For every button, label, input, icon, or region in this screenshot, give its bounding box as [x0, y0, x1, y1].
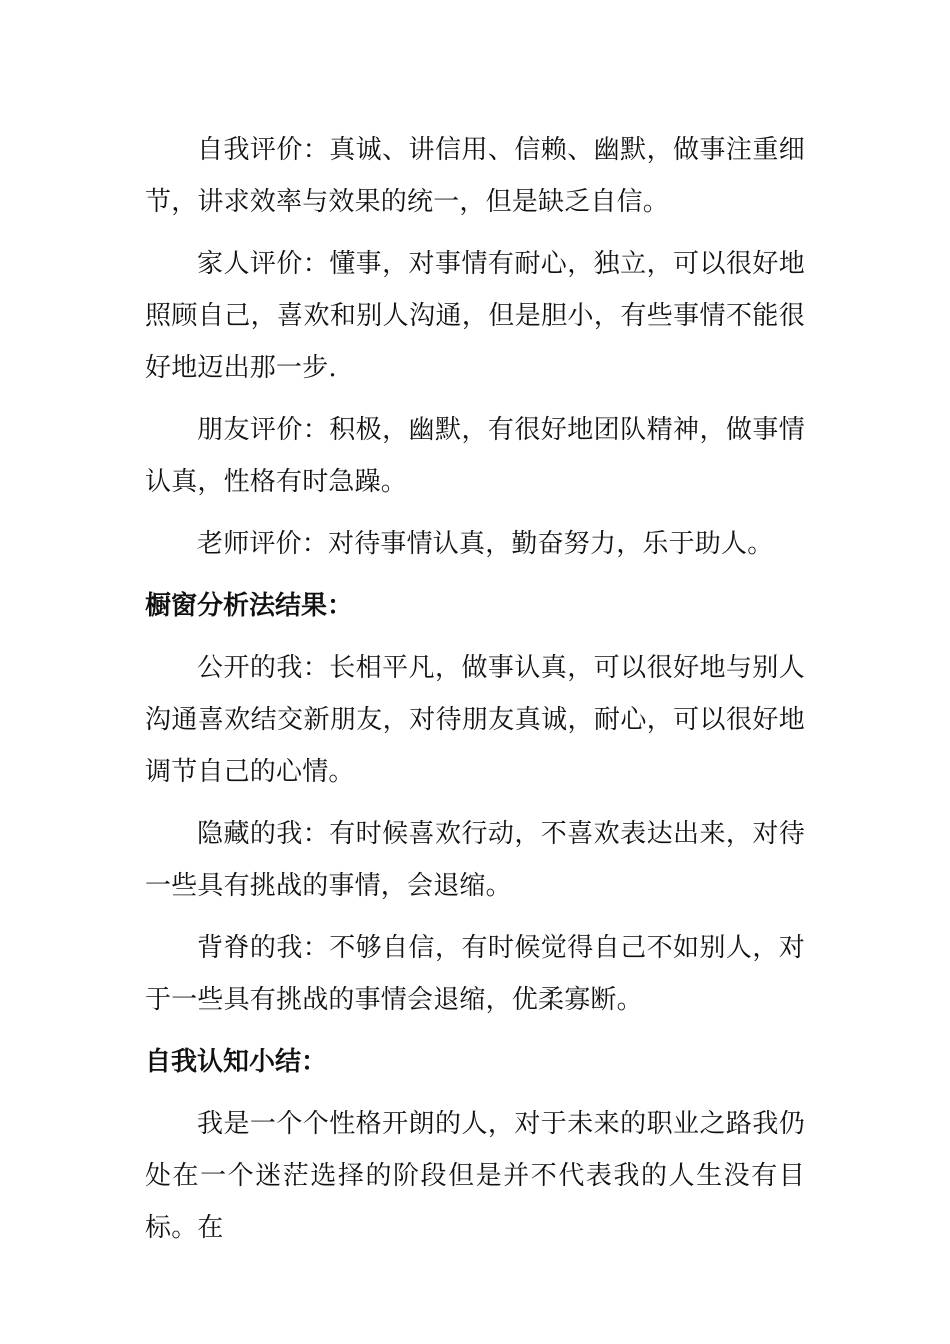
document-page — [145, 124, 805, 1254]
blind-self-paragraph: 背脊的我：不够自信，有时候觉得自己不如别人，对于一些具有挑战的事情会退缩，优柔寡断。 — [145, 933, 805, 1015]
hidden-self-paragraph: 隐藏的我：有时候喜欢行动，不喜欢表达出来，对待一些具有挑战的事情，会退缩。 — [145, 819, 805, 901]
self-cognition-summary-heading: 自我认知小结： — [145, 1047, 328, 1077]
family-evaluation-paragraph: 家人评价：懂事，对事情有耐心，独立，可以很好地照顾自己，喜欢和别人沟通，但是胆小，有些事情不能很好地迈出那一步. — [145, 249, 805, 383]
friend-evaluation-paragraph: 朋友评价：积极，幽默，有很好地团队精神，做事情认真，性格有时急躁。 — [145, 415, 805, 497]
open-self-paragraph: 公开的我：长相平凡，做事认真，可以很好地与别人沟通喜欢结交新朋友，对待朋友真诚，耐心，可以很好地调节自己的心情。 — [145, 653, 805, 787]
teacher-evaluation-paragraph: 老师评价：对待事情认真，勤奋努力，乐于助人。 — [197, 529, 774, 559]
summary-paragraph: 我是一个个性格开朗的人，对于未来的职业之路我仍处在一个迷茫选择的阶段但是并不代表我的人生没有目标。在 — [145, 1109, 805, 1243]
self-evaluation-paragraph: 自我评价：真诚、讲信用、信赖、幽默，做事注重细节，讲求效率与效果的统一，但是缺乏自信。 — [145, 135, 805, 217]
window-analysis-heading: 橱窗分析法结果： — [145, 591, 354, 621]
